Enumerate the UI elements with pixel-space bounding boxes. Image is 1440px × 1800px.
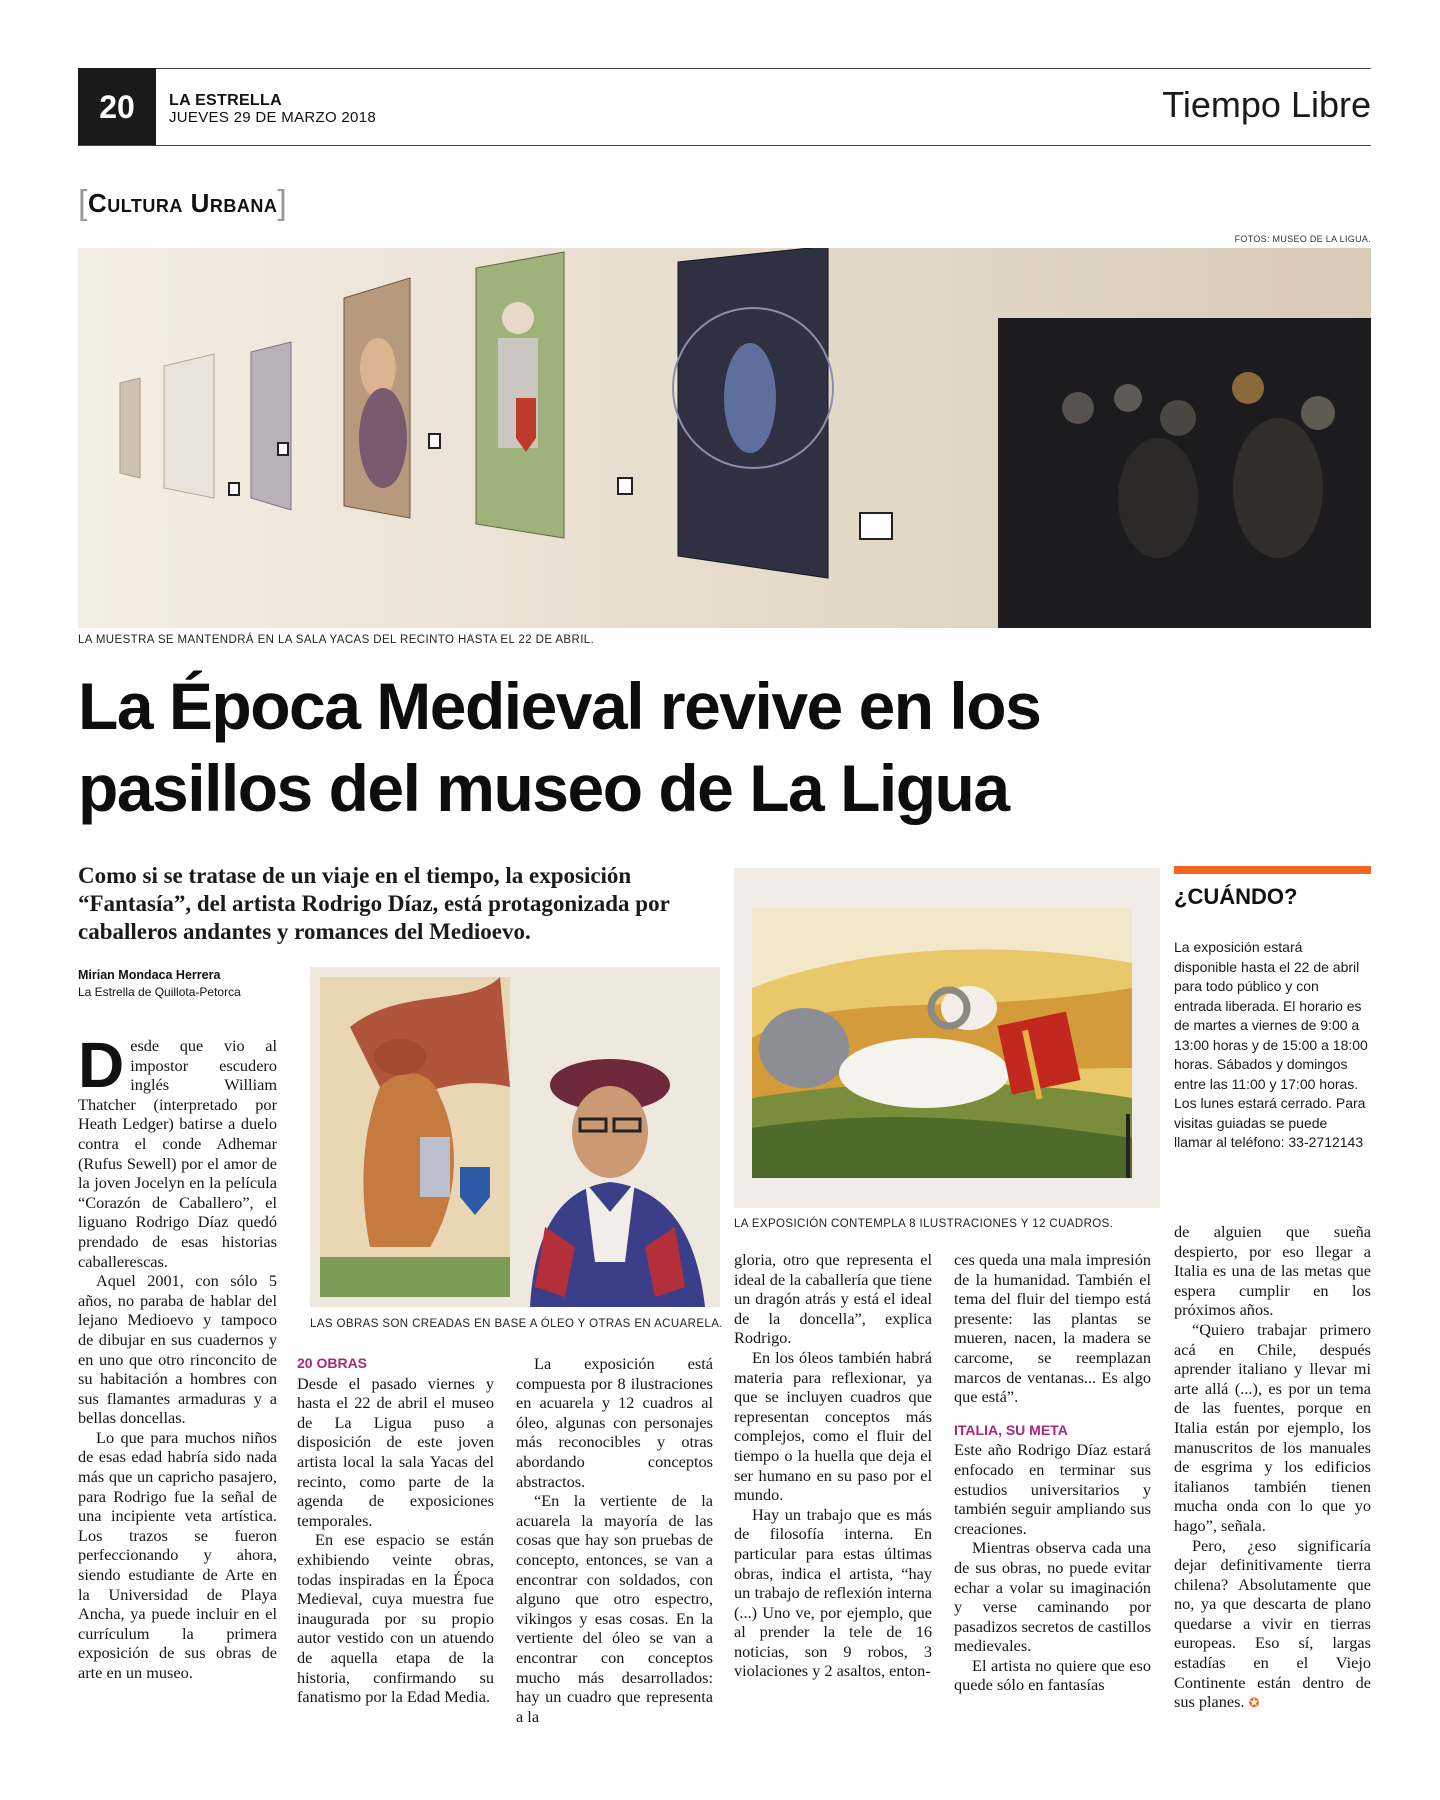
article-paragraph: Hay un trabajo que es más de filosofía interna. En particular para estas últimas obras, indica el artista, “hay un trabajo de reflexión interna (...) Uno ve, por ejemplo, que al prender la tele de 16 noticias, son 9 robos, 3 violaciones y 2 asaltos, enton- [734, 1504, 932, 1681]
article-paragraph: Desde el pasado viernes y hasta el 22 de abril el museo de La Ligua puso a disposición de este joven artista local la sala Yacas del recinto, como parte de la agenda de exposiciones temporales. [297, 1373, 494, 1530]
headline-line-1: La Época Medieval revive en los [78, 669, 1041, 743]
drop-cap: D [78, 1029, 125, 1101]
article-column-3 [516, 1354, 713, 1726]
ram-painting-illustration [734, 868, 1160, 1208]
article-paragraph: El artista no quiere que eso quede sólo en fantasías [954, 1655, 1151, 1695]
sidebar-text: La exposición estará disponible hasta el 22 de abril para todo público y con entrada liberada. El horario es de martes a viernes de 9:00 a 13:00 horas y de 15:00 a 18:00 horas. Sábados y domingos entre las 11:00 y 17:00 horas. Los lunes estará cerrado. Para visitas guiadas se puede llamar al teléfono: 33-2712143 [1174, 939, 1368, 1150]
article-paragraph: Lo que para muchos niños de esas edad habría sido nada más que un capricho pasajero, para Rodrigo fue la señal de una incipiente veta artística. Los trazos se fueron perfeccionando y ahora, siendo estudiante de Arte en la Universidad de Playa Ancha, ya puede incluir en el currículum la primera exposición de sus obras de arte en un museo. [78, 1427, 277, 1682]
article-paragraph: de alguien que sueña despierto, por eso llegar a Italia es una de las metas que espera cumplir en los próximos años. [1174, 1222, 1371, 1320]
kicker-bracket-close: ] [277, 184, 288, 222]
dragon-photo-caption: LAS OBRAS SON CREADAS EN BASE A ÓLEO Y OTRAS EN ACUARELA. [310, 1318, 723, 1330]
paper-name: LA ESTRELLA [169, 92, 282, 109]
section-kicker [78, 184, 287, 223]
kicker-bracket-open: [ [78, 184, 88, 222]
article-paragraph: “Quiero trabajar primero acá en Chile, después aprender italiano y llevar mi arte allá (...), es por un tema de las fuentes, porque en Italia están por ejemplo, los manuscritos de los manuales de esgrima y los edificios italianos también tienen mucha onda con lo que yo hago”, señala. [1174, 1319, 1371, 1535]
issue-date: JUEVES 29 DE MARZO 2018 [169, 109, 376, 126]
author-organization: La Estrella de Quillota-Petorca [78, 985, 241, 999]
section-name: Tiempo Libre [1162, 84, 1371, 125]
article-paragraph: Desde que vio al impostor escudero inglés William Thatcher (interpretado por Heath Ledger) batirse a duelo contra el conde Adhemar (Rufus Sewell) por el amor de la joven Jocelyn en la película “Corazón de Caballero”, el liguano Rodrigo Díaz quedó prendado de esas historias caballerescas. [78, 1029, 277, 1271]
author-name: Mirian Mondaca Herrera [78, 968, 221, 982]
dragon-artist-photo [310, 967, 720, 1307]
article-column-4 [734, 1250, 932, 1681]
gallery-illustration [78, 248, 1371, 628]
headline-line-2: pasillos del museo de La Ligua [78, 751, 1009, 825]
end-mark-icon: ✪ [1248, 1695, 1260, 1711]
sidebar-accent-bar [1174, 866, 1371, 874]
ram-painting-photo [734, 868, 1160, 1208]
article-paragraph: Pero, ¿eso significaría dejar definitivamente tierra chilena? Absolutamente que no, ya que descarta de plano quedarse a vivir en tierras europeas. Eso sí, largas estadías en el Viejo Continente están dentro de sus planes. ✪ [1174, 1535, 1371, 1712]
photo-credit: FOTOS: MUSEO DE LA LIGUA. [1234, 234, 1371, 244]
article-column-5 [954, 1250, 1151, 1695]
gallery-photo [78, 248, 1371, 628]
article-paragraph: La exposición está compuesta por 8 ilustraciones en acuarela y 12 cuadros al óleo, algunas con personajes más reconocibles y otras abordando conceptos abstractos. [516, 1354, 713, 1491]
subhead-20-obras: 20 OBRAS [297, 1355, 368, 1371]
kicker-text: Cultura Urbana [87, 188, 278, 218]
lead-paragraph: Como si se tratase de un viaje en el tiempo, la exposición “Fantasía”, del artista Rodrigo Díaz, está protagonizada por caballeros andantes y romances del Medioevo. [78, 863, 670, 944]
article-paragraph: En ese espacio se están exhibiendo veinte obras, todas inspiradas en la Época Medieval, cuya muestra fue inaugurada por su propio autor vestido con un atuendo de aquella etapa de la historia, confirmando su fanatismo por la Edad Media. [297, 1530, 494, 1707]
sidebar-title: ¿CUÁNDO? [1174, 884, 1298, 909]
article-paragraph: Aquel 2001, con sólo 5 años, no paraba de hablar del lejano Medioevo y tampoco de dibujar en sus cuadernos y en uno que otro rinconcito de su habitación a hombres con sus flamantes armaduras y a bellas doncellas. [78, 1271, 277, 1428]
header-rule-top [78, 68, 1371, 69]
header-rule-bottom [78, 145, 1371, 146]
article-column-2 [297, 1354, 494, 1707]
main-photo-caption: LA MUESTRA SE MANTENDRÁ EN LA SALA YACAS DEL RECINTO HASTA EL 22 DE ABRIL. [78, 634, 595, 646]
article-paragraph: ces queda una mala impresión de la humanidad. También el tema del fluir del tiempo está presente: las plantas se mueren, nacen, la madera se carcome, se reemplazan marcos de ventanas... Es algo que está”. [954, 1250, 1151, 1407]
article-paragraph: “En la vertiente de la acuarela la mayoría de las cosas que hay son pruebas de concepto, entonces, se van a encontrar con soldados, con alguno que otro espectro, vikingos y esas cosas. En la vertiente del óleo se van a encontrar con conceptos mucho más desarrollados: hay un cuadro que representa a la [516, 1491, 713, 1726]
article-paragraph: Mientras observa cada una de sus obras, no puede evitar echar a volar su imaginación y verse caminando por pasadizos secretos de castillos medievales. [954, 1538, 1151, 1656]
page-number: 20 [78, 68, 156, 146]
ram-photo-caption: LA EXPOSICIÓN CONTEMPLA 8 ILUSTRACIONES Y 12 CUADROS. [734, 1218, 1114, 1230]
subhead-italia-su-meta: ITALIA, SU META [954, 1421, 1068, 1438]
dragon-artist-illustration [310, 967, 720, 1307]
article-column-1 [78, 1029, 277, 1683]
article-paragraph: gloria, otro que representa el ideal de la caballería que tiene un dragón atrás y está el ideal de la doncella”, explica Rodrigo. [734, 1250, 932, 1348]
article-paragraph: Este año Rodrigo Díaz estará enfocado en terminar sus estudios universitarios y también seguir ampliando sus creaciones. [954, 1440, 1151, 1538]
article-paragraph: En los óleos también habrá materia para reflexionar, ya que se incluyen cuadros que representan conceptos más complejos, como el fluir del tiempo o la huella que deja el ser humano en su paso por el mundo. [734, 1347, 932, 1505]
article-column-6 [1174, 1222, 1371, 1713]
headline [78, 665, 1278, 829]
